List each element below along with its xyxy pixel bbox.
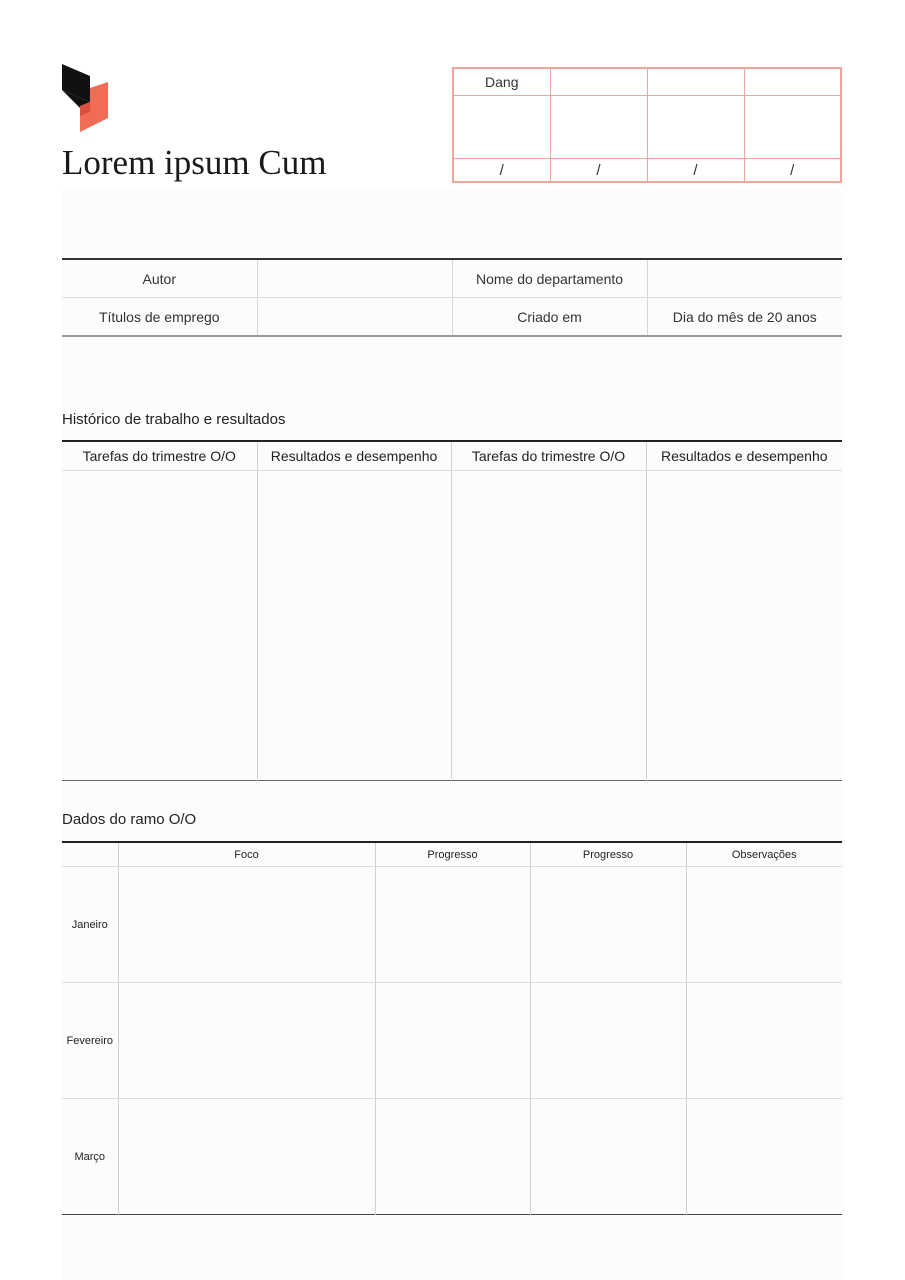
history-section-title: Histórico de trabalho e resultados [62,411,286,428]
approval-header-cell [550,68,647,96]
history-cell[interactable] [257,471,451,781]
created-value[interactable]: Dia do mês de 20 anos [647,298,842,337]
monthly-cell[interactable] [118,867,375,983]
job-titles-label: Títulos de emprego [98,308,220,325]
monthly-column-header: Observações [686,842,842,867]
job-titles-field[interactable] [257,298,452,337]
monthly-cell[interactable] [118,983,375,1099]
monthly-cell[interactable] [375,1099,530,1215]
monthly-cell[interactable] [530,983,686,1099]
monthly-column-header: Progresso [375,842,530,867]
history-cell[interactable] [646,471,842,781]
monthly-cell[interactable] [375,867,530,983]
history-column-header: Resultados e desempenho [257,441,451,471]
approval-header-cell [647,68,744,96]
monthly-column-header: Foco [118,842,375,867]
signature-cell[interactable] [453,96,550,159]
date-slash[interactable]: / [453,159,550,183]
history-cell[interactable] [62,471,257,781]
history-column-header: Tarefas do trimestre O/O [62,441,257,471]
work-history-table [62,440,842,781]
history-column-header: Tarefas do trimestre O/O [451,441,646,471]
monthly-cell[interactable] [686,867,842,983]
month-label: Março [74,1150,106,1163]
month-label: Janeiro [62,867,118,983]
approval-header: Dang [453,68,550,96]
monthly-cell[interactable] [686,983,842,1099]
author-field[interactable] [257,259,452,298]
date-slash[interactable]: / [550,159,647,183]
history-column-header: Resultados e desempenho [646,441,842,471]
monthly-cell[interactable] [530,867,686,983]
cube-logo-icon [60,62,112,134]
monthly-cell[interactable] [530,1099,686,1215]
signature-cell[interactable] [647,96,744,159]
document-title: Lorem ipsum Cum [62,143,327,182]
approval-signature-box [452,67,842,183]
monthly-corner-header [62,842,118,867]
monthly-data-table [62,841,842,1215]
department-field[interactable] [647,259,842,298]
date-slash[interactable]: / [744,159,841,183]
signature-cell[interactable] [744,96,841,159]
month-label: Fevereiro [62,983,118,1099]
approval-header-cell [744,68,841,96]
history-cell[interactable] [451,471,646,781]
monthly-cell[interactable] [118,1099,375,1215]
monthly-cell[interactable] [686,1099,842,1215]
monthly-column-header: Progresso [530,842,686,867]
date-slash[interactable]: / [647,159,744,183]
signature-cell[interactable] [550,96,647,159]
department-label: Nome do departamento [452,259,647,298]
document-info-table [62,258,842,337]
created-label: Criado em [452,298,647,337]
monthly-section-title: Dados do ramo O/O [62,811,197,828]
monthly-cell[interactable] [375,983,530,1099]
author-label: Autor [62,259,257,298]
